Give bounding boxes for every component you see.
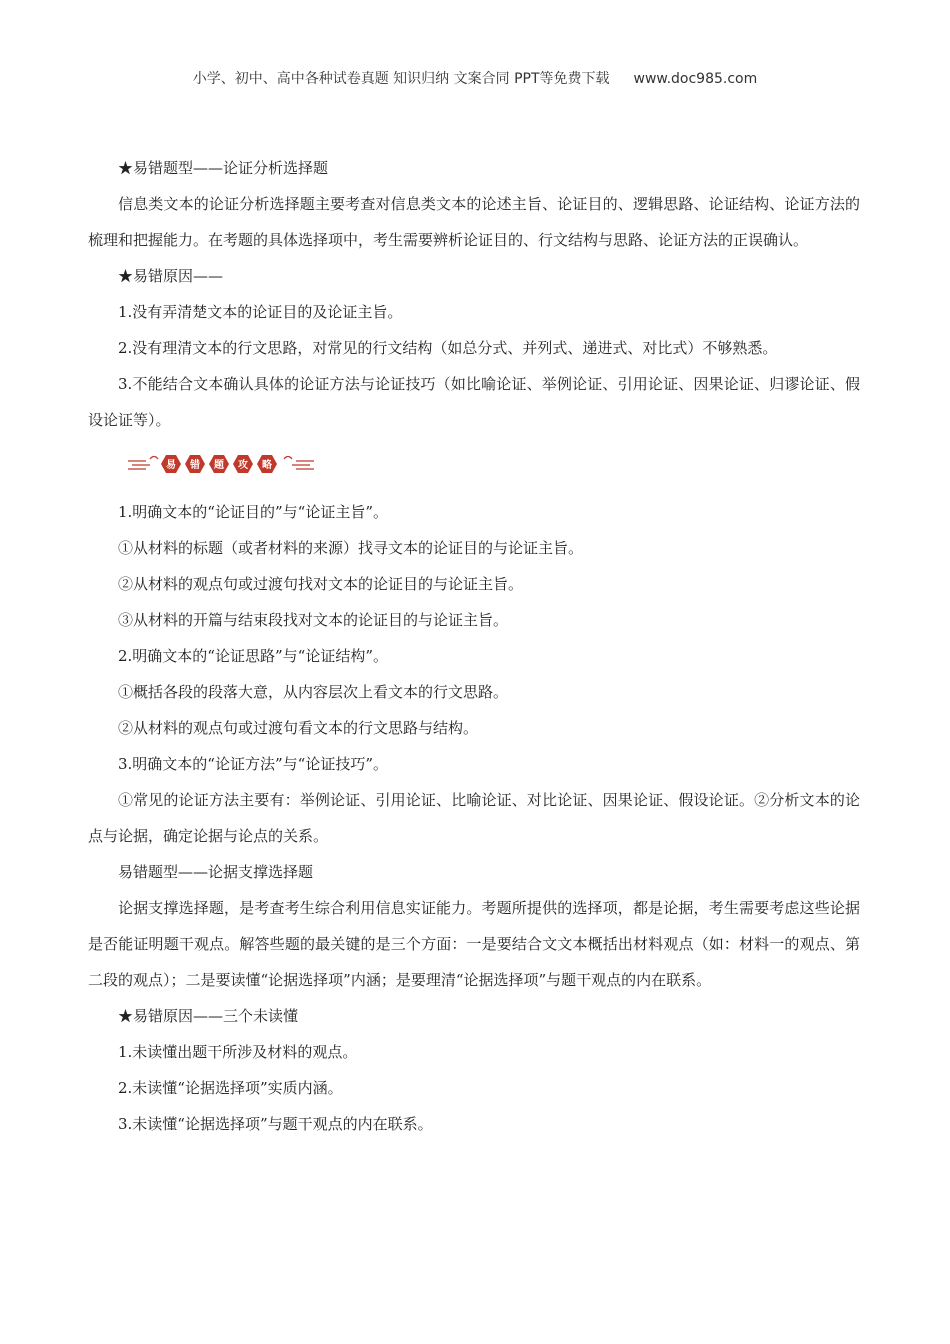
- strategy-item: 1.明确文本的“论证目的”与“论证主旨”。: [118, 503, 388, 521]
- header-text: 小学、初中、高中各种试卷真题 知识归纳 文案合同 PPT等免费下载: [192, 71, 610, 87]
- badge-char: 题: [214, 460, 224, 471]
- strategy-subitem: ①概括各段的段落大意，从内容层次上看文本的行文思路。: [118, 683, 509, 701]
- strategy-subitem: ②从材料的观点句或过渡句找对文本的论证目的与论证主旨。: [118, 575, 524, 593]
- intro-paragraph: 信息类文本的论证分析选择题主要考查对信息类文本的论述主旨、论证目的、逻辑思路、论证结构、论证方法的梳理和把握能力。在考题的具体选择项中，考生需要辨析论证目的、行文结构与思路、论证方法的正误确认。: [88, 195, 860, 249]
- strategy-item: 3.明确文本的“论证方法”与“论证技巧”。: [118, 755, 388, 773]
- strategy-subitem: ②从材料的观点句或过渡句看文本的行文思路与结构。: [118, 719, 479, 737]
- strategy-item: 2.明确文本的“论证思路”与“论证结构”。: [118, 647, 388, 665]
- list-item: 3.未读懂“论据选择项”与题干观点的内在联系。: [118, 1115, 433, 1133]
- header-site-link[interactable]: www.doc985.com: [633, 71, 758, 87]
- page-header: [0, 68, 950, 88]
- evidence-paragraph: 论据支撑选择题，是考查考生综合利用信息实证能力。考题所提供的选择项，都是论据，考生需要考虑这些论据是否能证明题干观点。解答些题的最关键的是三个方面：一是要结合文文本概括出材料观点（如：材料一的观点、第二段的观点）；二是要读懂“论据选择项”内涵；是要理清“论据选择项”与题干观点的内在联系。: [88, 899, 860, 989]
- badge-char: 攻: [238, 460, 248, 471]
- heading-error-cause-1: ★易错原因——: [118, 267, 224, 285]
- strategy-subitem: ③从材料的开篇与结束段找对文本的论证目的与论证主旨。: [118, 611, 509, 629]
- strategy-subitem: ①从材料的标题（或者材料的来源）找寻文本的论证目的与论证主旨。: [118, 539, 584, 557]
- document-body: [88, 150, 860, 1142]
- list-item: 1.没有弄清楚文本的论证目的及论证主旨。: [118, 303, 403, 321]
- list-item: 2.没有理清文本的行文思路，对常见的行文结构（如总分式、并列式、递进式、对比式）不够熟悉。: [118, 339, 778, 357]
- strategy-subitem: ①常见的论证方法主要有：举例论证、引用论证、比喻论证、对比论证、因果论证、假设论证。②分析文本的论点与论据，确定论据与论点的关系。: [88, 791, 860, 845]
- badge-char: 错: [190, 460, 200, 471]
- list-item: 2.未读懂“论据选择项”实质内涵。: [118, 1079, 343, 1097]
- strategy-badge: [88, 438, 860, 494]
- list-item: 3.不能结合文本确认具体的论证方法与论证技巧（如比喻论证、举例论证、引用论证、因果论证、归谬论证、假设论证等）。: [88, 375, 860, 429]
- badge-char: 易: [166, 460, 176, 471]
- list-item: 1.未读懂出题干所涉及材料的观点。: [118, 1043, 358, 1061]
- strategy-banner-icon: [126, 452, 316, 476]
- badge-char: 略: [262, 460, 272, 471]
- heading-error-cause-2: ★易错原因——三个未读懂: [118, 1007, 299, 1025]
- heading-error-type-1: ★易错题型——论证分析选择题: [118, 159, 329, 177]
- heading-error-type-2: 易错题型——论据支撑选择题: [118, 863, 314, 881]
